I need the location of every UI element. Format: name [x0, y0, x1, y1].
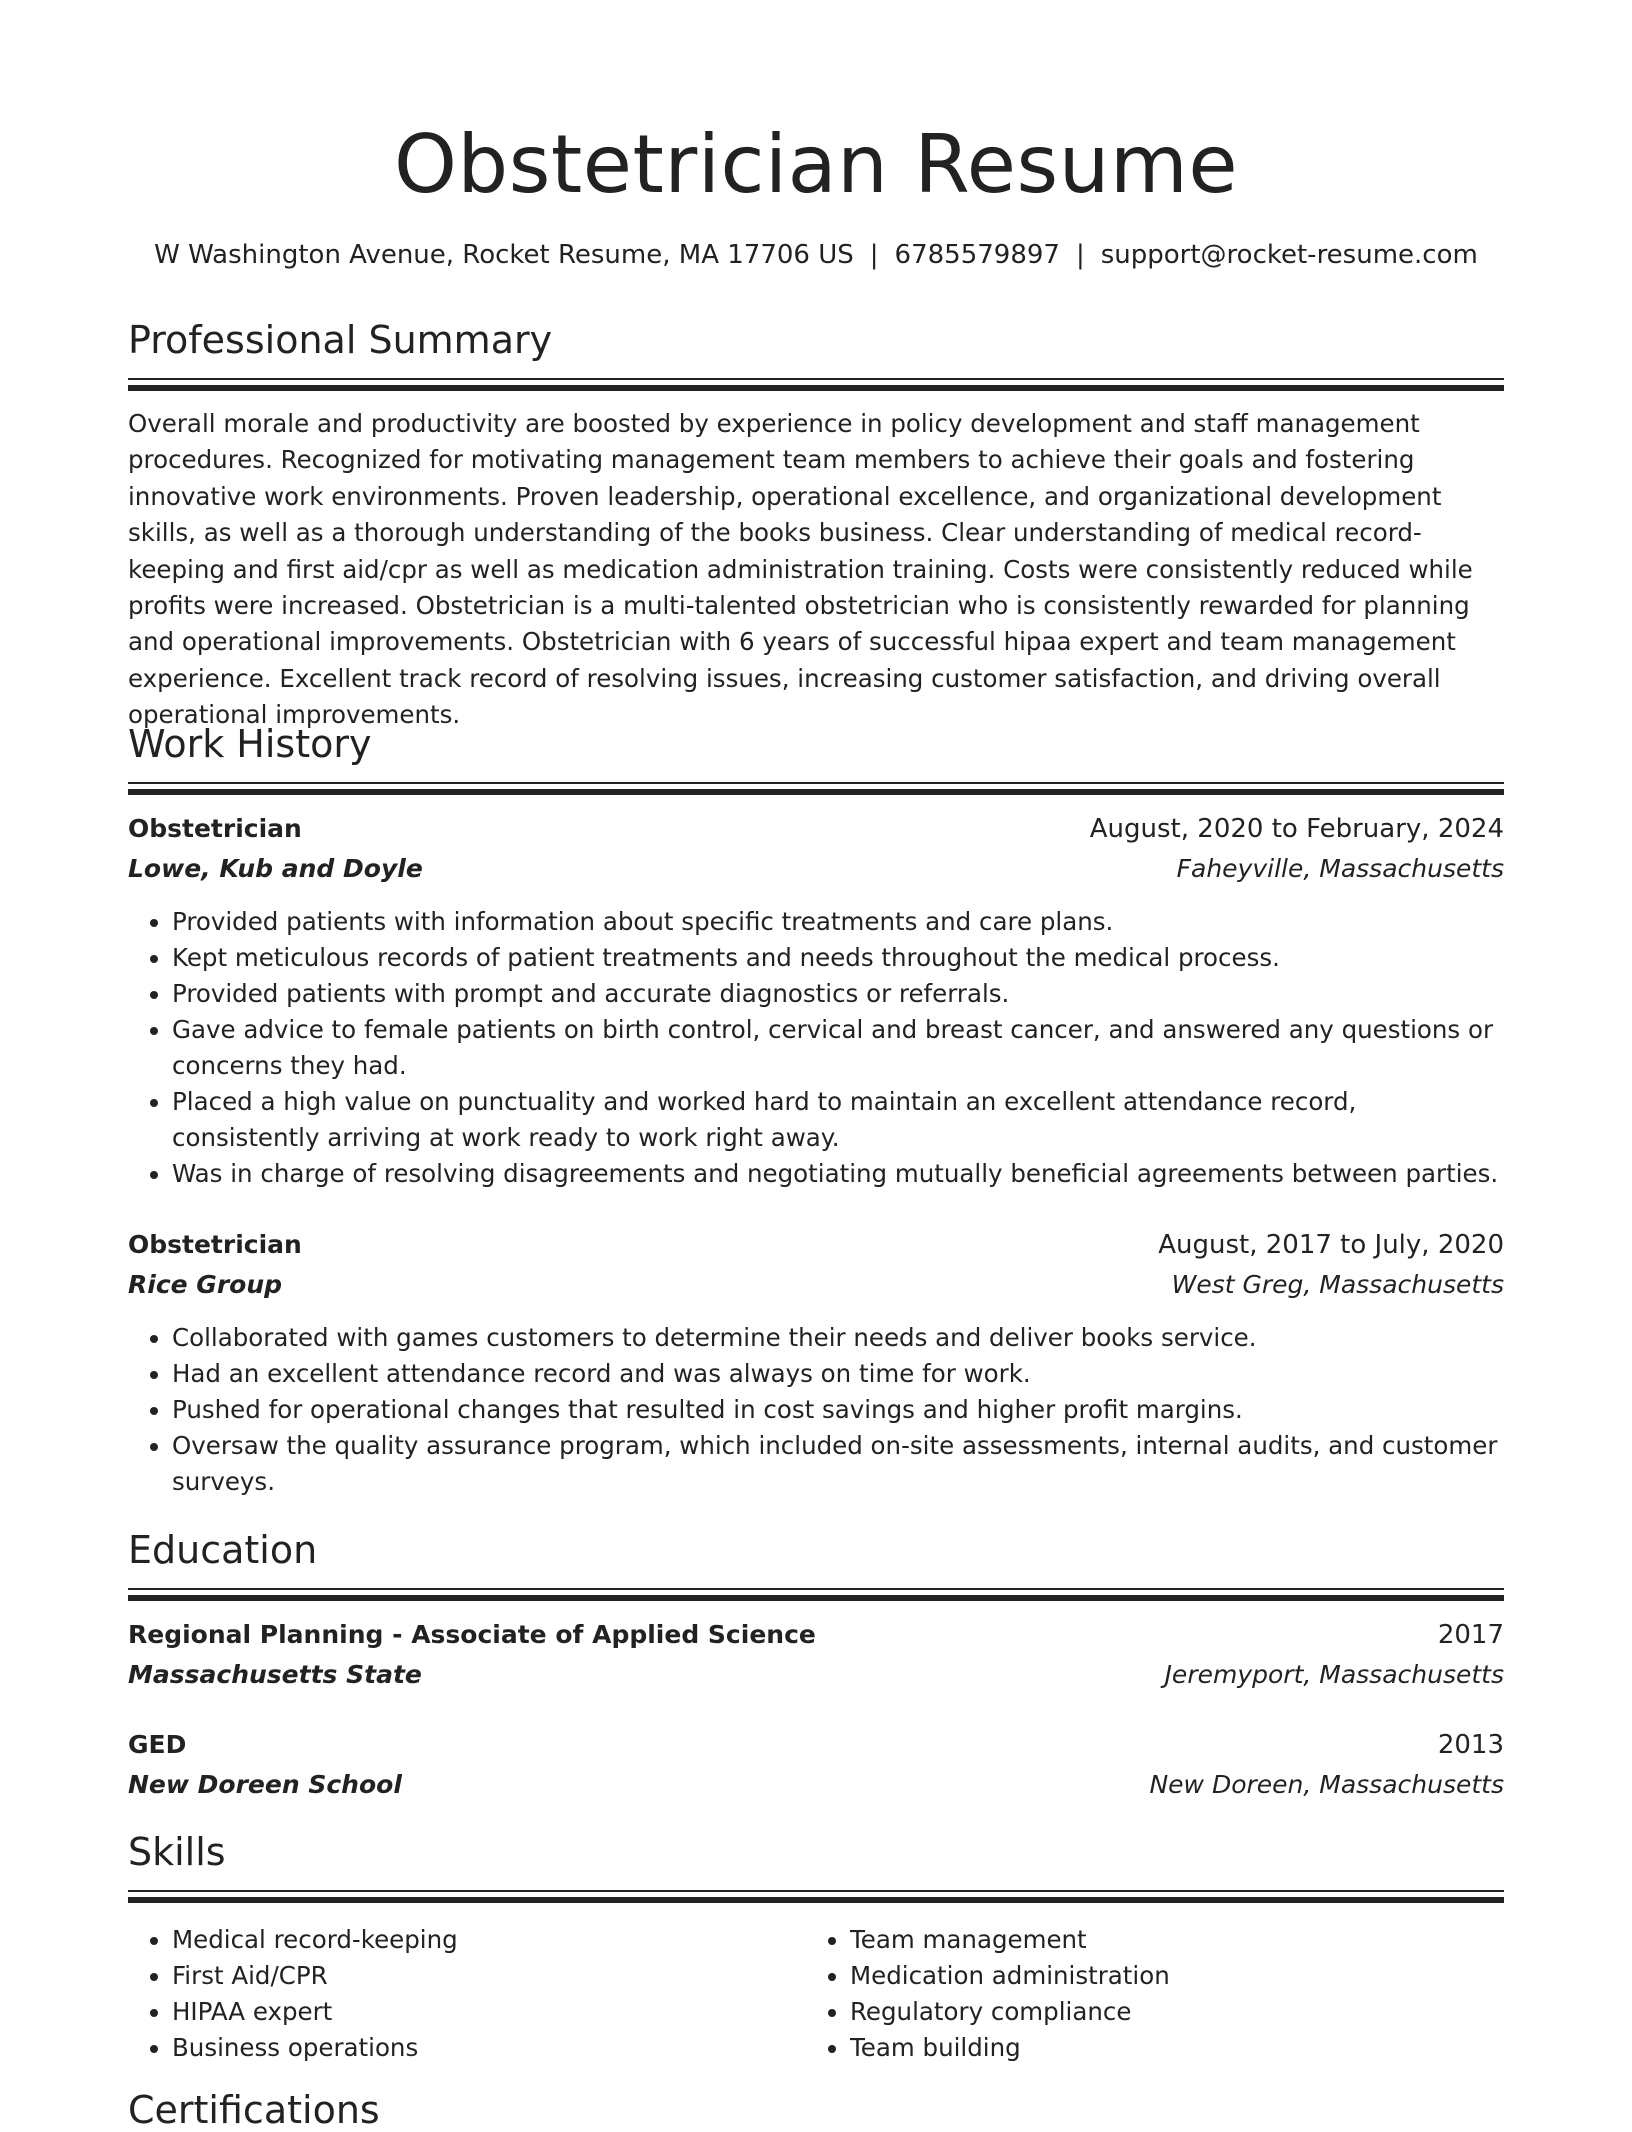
education-location: New Doreen, Massachusetts [1149, 1770, 1504, 1799]
job-bullet: • Had an excellent attendance record and was always on time for work. [172, 1356, 1504, 1392]
education-degree: Regional Planning - Associate of Applied Science [128, 1620, 816, 1649]
job-title: Obstetrician [128, 814, 302, 843]
job-bullet: • Oversaw the quality assurance program, which included on-site assessments, internal audits, and customer surveys. [172, 1428, 1504, 1500]
contact-line [128, 240, 1504, 270]
contact-phone: 6785579897 [894, 240, 1060, 270]
skill-item: • Business operations [172, 2030, 458, 2066]
education-heading: Education [128, 1528, 318, 1572]
summary-heading: Professional Summary [128, 318, 553, 362]
skill-item: • Team management [850, 1922, 1170, 1958]
resume-title: Obstetrician Resume [393, 118, 1239, 211]
job-bullet: • Kept meticulous records of patient treatments and needs throughout the medical process. [172, 940, 1504, 976]
job-company: Lowe, Kub and Doyle [128, 854, 423, 883]
education-degree: GED [128, 1730, 187, 1759]
section-divider [128, 782, 1504, 794]
skill-item: • First Aid/CPR [172, 1958, 458, 1994]
summary-text: Overall morale and productivity are boosted by experience in policy development and staff management procedures. Recognized for motivating management team members to achieve their goals and fostering innovative work environments. Proven leadership, operational excellence, and organizational development skills, as well as a thorough understanding of the books business. Clear understanding of medical record-keeping and first aid/cpr as well as medication administration training. Costs were consistently reduced while profits were increased. Obstetrician is a multi-talented obstetrician who is consistently rewarded for planning and operational improvements. Obstetrician with 6 years of successful hipaa expert and team management experience. Excellent track record of resolving issues, increasing customer satisfaction, and driving overall operational improvements. [128, 409, 1473, 730]
education-year: 2017 [1437, 1620, 1504, 1650]
job-bullets [128, 904, 1504, 1192]
certifications-heading: Certifications [128, 2088, 380, 2132]
job-bullet: • Was in charge of resolving disagreements and negotiating mutually beneficial agreements between parties. [172, 1156, 1504, 1192]
job-dates: August, 2017 to July, 2020 [1158, 1230, 1504, 1260]
job-dates: August, 2020 to February, 2024 [1089, 814, 1504, 844]
skill-item: • Team building [850, 2030, 1170, 2066]
skill-item: • HIPAA expert [172, 1994, 458, 2030]
skill-item: • Regulatory compliance [850, 1994, 1170, 2030]
job-bullet: • Collaborated with games customers to determine their needs and deliver books service. [172, 1320, 1504, 1356]
job-location: West Greg, Massachusetts [1171, 1270, 1504, 1299]
section-divider [128, 378, 1504, 390]
contact-separator: | [1075, 240, 1085, 270]
contact-separator: | [869, 240, 879, 270]
skills-column-right [806, 1922, 1170, 2066]
contact-email: support@rocket-resume.com [1100, 240, 1478, 270]
job-bullet: • Provided patients with information about specific treatments and care plans. [172, 904, 1504, 940]
education-year: 2013 [1437, 1730, 1504, 1760]
section-divider [128, 1588, 1504, 1600]
skill-item: • Medication administration [850, 1958, 1170, 1994]
work-history-heading: Work History [128, 722, 372, 766]
job-title: Obstetrician [128, 1230, 302, 1259]
education-location: Jeremyport, Massachusetts [1164, 1660, 1504, 1689]
job-bullet: • Provided patients with prompt and accurate diagnostics or referrals. [172, 976, 1504, 1012]
job-bullet: • Placed a high value on punctuality and worked hard to maintain an excellent attendance record, consistently arriving at work ready to work right away. [172, 1084, 1504, 1156]
contact-address: W Washington Avenue, Rocket Resume, MA 17706 US [154, 240, 854, 270]
job-company: Rice Group [128, 1270, 283, 1299]
job-bullets [128, 1320, 1504, 1500]
skills-column-left [128, 1922, 458, 2066]
job-bullet: • Gave advice to female patients on birth control, cervical and breast cancer, and answered any questions or concerns they had. [172, 1012, 1504, 1084]
education-school: New Doreen School [128, 1770, 402, 1799]
education-school: Massachusetts State [128, 1660, 422, 1689]
job-bullet: • Pushed for operational changes that resulted in cost savings and higher profit margins. [172, 1392, 1504, 1428]
skills-heading: Skills [128, 1830, 226, 1874]
skill-item: • Medical record-keeping [172, 1922, 458, 1958]
section-divider [128, 1890, 1504, 1902]
job-location: Faheyville, Massachusetts [1176, 854, 1504, 883]
